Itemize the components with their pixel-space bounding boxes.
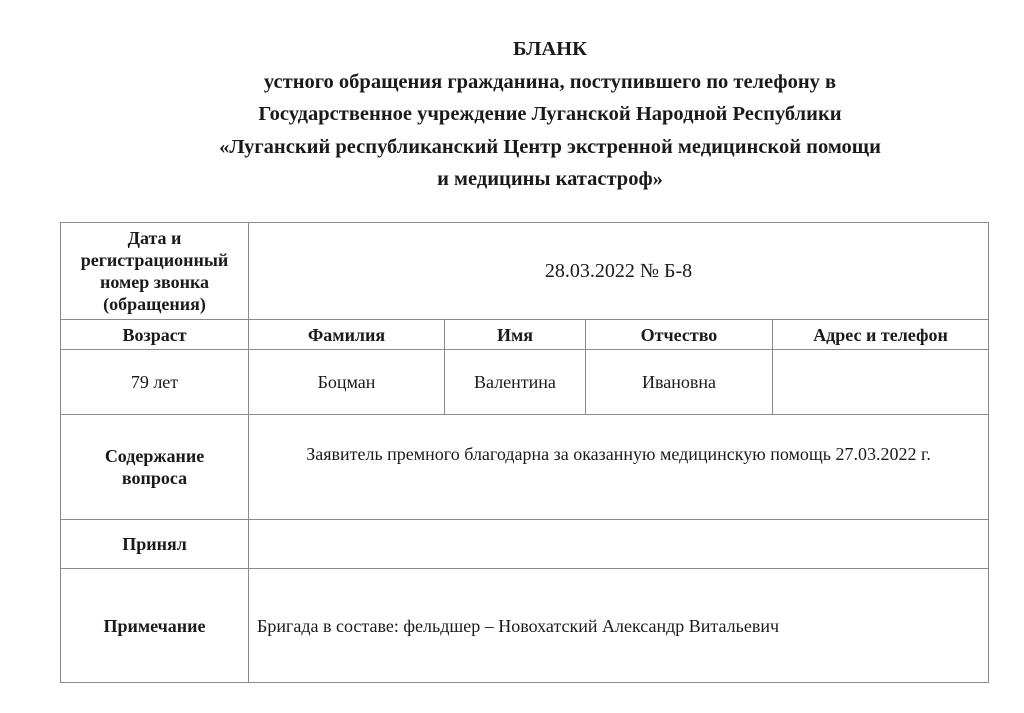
surname-header: Фамилия (249, 320, 445, 350)
date-value-cell (249, 223, 989, 320)
address-phone-header: Адрес и телефон (773, 320, 989, 350)
note-label: Примечание (61, 569, 249, 683)
date-label: Дата и регистрационный номер звонка (обращения) (80, 228, 229, 314)
form-header (0, 33, 1024, 196)
age-value: 79 лет (61, 350, 249, 415)
name-value: Валентина (445, 350, 586, 415)
columns-header-row (61, 320, 989, 350)
accepted-value (249, 520, 989, 569)
accepted-label: Принял (61, 520, 249, 569)
form-subtitle-line-1: устного обращения гражданина, поступившего по телефону в (263, 70, 837, 93)
form-subtitle-line-2: Государственное учреждение Луганской Народной Республики (258, 103, 842, 125)
appeal-form-table (60, 222, 989, 683)
form-subtitle-line-3: «Луганский республиканский Центр экстренной медицинской помощи (219, 135, 881, 158)
age-header: Возраст (61, 320, 249, 350)
note-row (61, 569, 989, 683)
patronymic-value: Ивановна (586, 350, 773, 415)
content-value: Заявитель премного благодарна за оказанную медицинскую помощь 27.03.2022 г. (306, 444, 931, 464)
person-row (61, 350, 989, 415)
note-value: Бригада в составе: фельдшер – Новохатский Александр Витальевич (249, 569, 989, 683)
form-subtitle-line-4: и медицины катастроф» (437, 168, 663, 190)
accepted-row (61, 520, 989, 569)
form-title: БЛАНК (513, 38, 587, 60)
date-label-cell (61, 223, 249, 320)
content-value-cell (249, 415, 989, 520)
patronymic-header: Отчество (586, 320, 773, 350)
content-label-cell (61, 415, 249, 520)
name-header: Имя (445, 320, 586, 350)
date-value: 28.03.2022 № Б-8 (544, 260, 693, 282)
date-row (61, 223, 989, 320)
content-row (61, 415, 989, 520)
content-label: Содержание вопроса (104, 446, 205, 488)
address-phone-value (773, 350, 989, 415)
surname-value: Боцман (249, 350, 445, 415)
